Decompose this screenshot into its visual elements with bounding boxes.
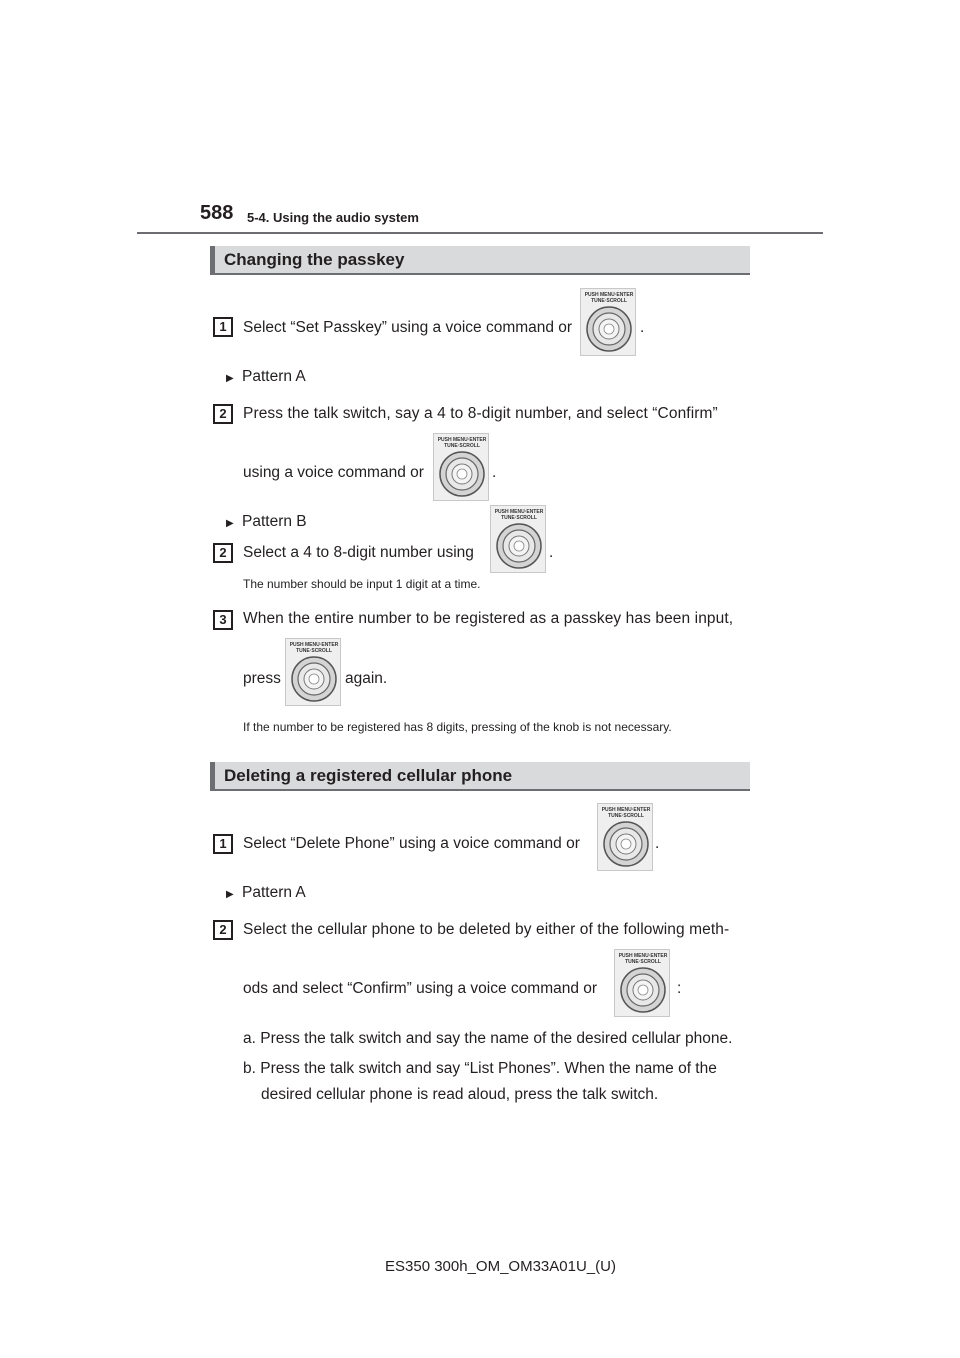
tune-scroll-knob-icon: PUSH MENU·ENTER TUNE·SCROLL xyxy=(285,638,341,706)
tune-scroll-knob-icon: PUSH MENU·ENTER TUNE·SCROLL xyxy=(597,803,653,871)
triangle-bullet-icon: ▶ xyxy=(226,373,234,384)
list-item-continued: desired cellular phone is read aloud, press the talk switch. xyxy=(261,1086,659,1103)
step-number-2: 2 xyxy=(213,404,233,424)
page-number: 588 xyxy=(200,202,234,224)
step-text: Select “Set Passkey” using a voice command or xyxy=(243,319,573,336)
step-text-continued: ods and select “Confirm” using a voice command or xyxy=(243,980,598,997)
tune-scroll-knob-icon: PUSH MENU·ENTER TUNE·SCROLL xyxy=(614,949,670,1017)
step-text: Select “Delete Phone” using a voice command or xyxy=(243,835,580,852)
step-text-end: . xyxy=(492,464,497,481)
step-text-continued: press xyxy=(243,670,281,687)
section-title-bar xyxy=(210,246,750,275)
step-text-end: : xyxy=(677,980,682,997)
step-text: Select a 4 to 8-digit number using xyxy=(243,544,474,561)
list-item: a. Press the talk switch and say the name of the desired cellular phone. xyxy=(243,1030,733,1047)
step-text-end: . xyxy=(655,835,660,852)
section-title: Deleting a registered cellular phone xyxy=(224,766,513,785)
section-title-bar xyxy=(210,762,750,791)
step-text-end: . xyxy=(640,319,645,336)
step-note: The number should be input 1 digit at a time. xyxy=(243,577,481,591)
pattern-label: ▶ Pattern B xyxy=(226,513,307,530)
section-heading: 5-4. Using the audio system xyxy=(247,210,419,225)
step-number-1: 1 xyxy=(213,317,233,337)
step-text-continued: again. xyxy=(345,670,388,687)
step-text: Press the talk switch, say a 4 to 8-digit number, and select “Confirm” xyxy=(243,405,718,422)
step-text: Select the cellular phone to be deleted by either of the following meth- xyxy=(243,921,730,938)
triangle-bullet-icon: ▶ xyxy=(226,518,234,529)
step-number-2: 2 xyxy=(213,920,233,940)
tune-scroll-knob-icon: PUSH MENU·ENTER TUNE·SCROLL xyxy=(433,433,489,501)
step-note: If the number to be registered has 8 digits, pressing of the knob is not necessary. xyxy=(243,720,672,734)
section-title: Changing the passkey xyxy=(224,250,405,269)
pattern-label: ▶ Pattern A xyxy=(226,368,306,385)
tune-scroll-knob-icon: PUSH MENU·ENTER TUNE·SCROLL xyxy=(490,505,546,573)
step-number-1: 1 xyxy=(213,834,233,854)
triangle-bullet-icon: ▶ xyxy=(226,889,234,900)
step-text: When the entire number to be registered as a passkey has been input, xyxy=(243,610,734,627)
step-number-2: 2 xyxy=(213,543,233,563)
document-code: ES350 300h_OM_OM33A01U_(U) xyxy=(385,1258,616,1275)
list-item: b. Press the talk switch and say “List Phones”. When the name of the xyxy=(243,1060,717,1077)
header-divider xyxy=(137,232,823,234)
step-number-3: 3 xyxy=(213,610,233,630)
step-text-end: . xyxy=(549,544,554,561)
step-text-continued: using a voice command or xyxy=(243,464,424,481)
pattern-label: ▶ Pattern A xyxy=(226,884,306,901)
tune-scroll-knob-icon: PUSH MENU·ENTER TUNE·SCROLL xyxy=(580,288,636,356)
